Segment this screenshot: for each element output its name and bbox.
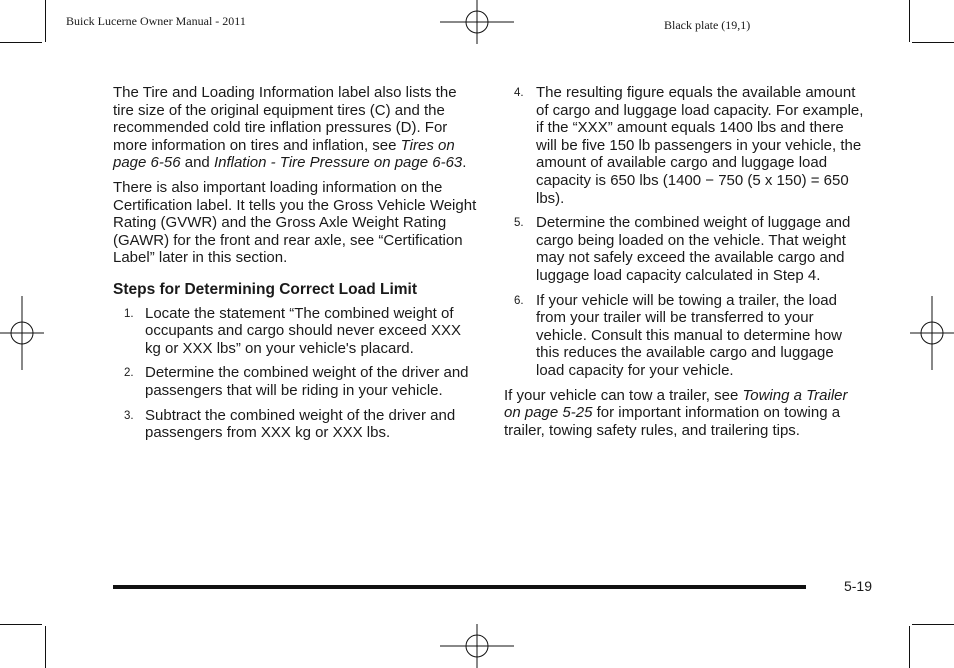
step-text: Determine the combined weight of luggage and cargo being loaded on the vehicle. That weight may not safely exceed the available cargo and luggage load capacity calculated in Step 4. bbox=[536, 214, 851, 284]
step-number: 5. bbox=[514, 217, 524, 230]
registration-mark-icon bbox=[0, 296, 44, 370]
step-number: 6. bbox=[514, 294, 524, 307]
steps-list bbox=[113, 305, 478, 442]
crop-mark bbox=[0, 624, 42, 625]
tire-info-paragraph: The Tire and Loading Information label also lists the tire size of the original equipment tires (C) and the recommended cold tire inflation pressures (D). For more information on tires and inflation, see Tires on page 6-56 and Inflation - Tire Pressure on page 6-63. bbox=[113, 84, 467, 172]
list-item bbox=[504, 214, 866, 284]
footer-rule bbox=[113, 585, 806, 589]
inflation-reference-link[interactable]: Inflation - Tire Pressure on page 6-63 bbox=[213, 154, 463, 172]
step-text: Subtract the combined weight of the driver and passengers from XXX kg or XXX lbs. bbox=[145, 406, 456, 442]
crop-mark bbox=[912, 42, 954, 43]
steps-list bbox=[504, 84, 866, 380]
registration-mark-icon bbox=[910, 296, 954, 370]
crop-mark bbox=[909, 626, 910, 668]
towing-reference-link[interactable]: Towing a Trailer on page 5-25 bbox=[504, 386, 848, 422]
list-item bbox=[504, 84, 866, 207]
right-column bbox=[504, 84, 866, 446]
list-item bbox=[113, 305, 478, 358]
tires-reference-link[interactable]: Tires on page 6-56 bbox=[113, 136, 455, 172]
crop-mark bbox=[45, 626, 46, 668]
step-number: 2. bbox=[124, 367, 134, 380]
left-column bbox=[113, 84, 478, 449]
step-number: 4. bbox=[514, 87, 524, 99]
certification-paragraph: There is also important loading information on the Certification label. It tells you the Gross Vehicle Weight Rating (GVWR) and the Gross Axle Weight Rating (GAWR) for the front and rear axle, see “Certification Label” later in this section. bbox=[113, 178, 477, 267]
step-number: 1. bbox=[124, 307, 134, 320]
registration-mark-icon bbox=[440, 0, 514, 44]
crop-mark bbox=[909, 0, 910, 42]
crop-mark bbox=[912, 624, 954, 625]
trailer-paragraph: If your vehicle can tow a trailer, see Towing a Trailer on page 5-25 for important information on towing a trailer, towing safety rules, and trailering tips. bbox=[504, 386, 848, 439]
plate-label: Black plate (19,1) bbox=[664, 18, 751, 32]
list-item bbox=[113, 407, 478, 442]
crop-mark bbox=[45, 0, 46, 42]
page-number: 5-19 bbox=[843, 578, 872, 594]
section-subheading: Steps for Determining Correct Load Limit bbox=[113, 280, 418, 298]
document-title: Buick Lucerne Owner Manual - 2011 bbox=[66, 14, 246, 28]
step-text: Determine the combined weight of the driver and passengers that will be riding in your vehicle. bbox=[145, 364, 469, 399]
step-text: The resulting figure equals the available amount of cargo and luggage load capacity. For example, if the “XXX” amount equals 1400 lbs and there will be five 150 lb passengers in your vehicle, the amount of available cargo and luggage load capacity is 650 lbs (1400 − 750 (5 x 150) = 650 lbs). bbox=[536, 84, 864, 207]
list-item bbox=[113, 364, 478, 399]
list-item bbox=[504, 292, 866, 380]
step-number: 3. bbox=[124, 409, 134, 422]
registration-mark-icon bbox=[440, 624, 514, 668]
step-text: Locate the statement “The combined weight of occupants and cargo should never exceed XXX kg or XXX lbs” on your vehicle's placard. bbox=[145, 304, 462, 357]
crop-mark bbox=[0, 42, 42, 43]
step-text: If your vehicle will be towing a trailer, the load from your trailer will be transferred to your vehicle. Consult this manual to determine how this reduces the available cargo and luggage load capacity for your vehicle. bbox=[536, 291, 842, 379]
